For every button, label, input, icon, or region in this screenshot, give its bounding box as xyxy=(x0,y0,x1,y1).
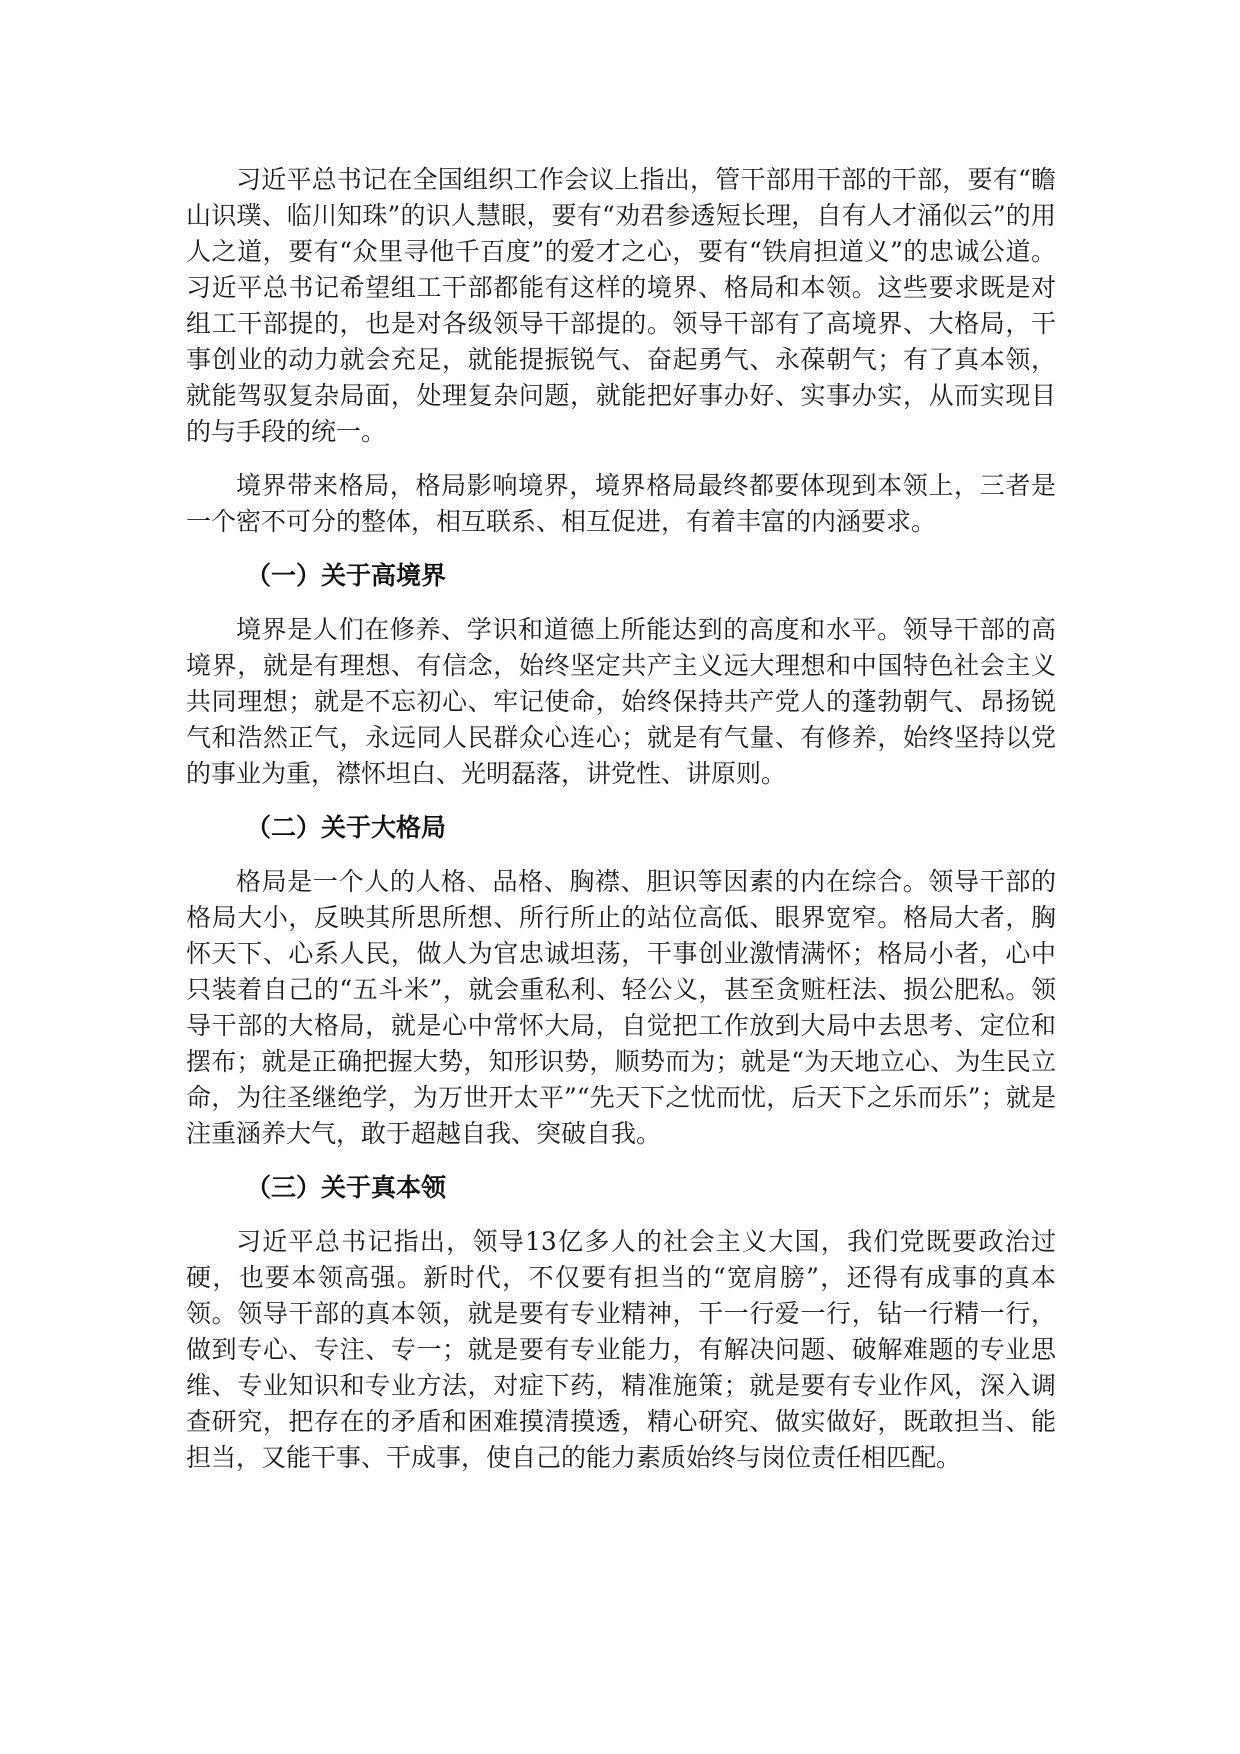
relation-paragraph: 境界带来格局，格局影响境界，境界格局最终都要体现到本领上，三者是一个密不可分的整体，相互联系、相互促进，有着丰富的内涵要求。 xyxy=(186,471,1056,536)
document-body xyxy=(186,162,1056,1494)
intro-paragraph: 习近平总书记在全国组织工作会议上指出，管干部用干部的干部，要有“瞻山识璞、临川知珠”的识人慧眼，要有“劝君参透短长理，自有人才涌似云”的用人之道，要有“众里寻他千百度”的爱才之心，要有“铁肩担道义”的忠诚公道。习近平总书记希望组工干部都能有这样的境界、格局和本领。这些要求既是对组工干部提的，也是对各级领导干部提的。领导干部有了高境界、大格局，干事创业的动力就会充足，就能提振锐气、奋起勇气、永葆朝气；有了真本领，就能驾驭复杂局面，处理复杂问题，就能把好事办好、实事办实，从而实现目的与手段的统一。 xyxy=(186,165,1056,446)
section-heading-true-ability: （三）关于真本领 xyxy=(246,1173,447,1202)
section-heading-high-realm: （一）关于高境界 xyxy=(246,561,447,590)
section-heading-big-pattern: （二）关于大格局 xyxy=(246,813,447,842)
section-paragraph-true-ability: 习近平总书记指出，领导13亿多人的社会主义大国，我们党既要政治过硬，也要本领高强。新时代，不仅要有担当的“宽肩膀”，还得有成事的真本领。领导干部的真本领，就是要有专业精神，干一行爱一行，钻一行精一行，做到专心、专注、专一；就是要有专业能力，有解决问题、破解难题的专业思维、专业知识和专业方法，对症下药，精准施策；就是要有专业作风，深入调查研究，把存在的矛盾和困难摸清摸透，精心研究、做实做好，既敢担当、能担当，又能干事、干成事，使自己的能力素质始终与岗位责任相匹配。 xyxy=(186,1227,1056,1472)
section-paragraph-high-realm: 境界是人们在修养、学识和道德上所能达到的高度和水平。领导干部的高境界，就是有理想、有信念，始终坚定共产主义远大理想和中国特色社会主义共同理想；就是不忘初心、牢记使命，始终保持共产党人的蓬勃朝气、昂扬锐气和浩然正气，永远同人民群众心连心；就是有气量、有修养，始终坚持以党的事业为重，襟怀坦白、光明磊落，讲党性、讲原则。 xyxy=(186,615,1056,788)
section-paragraph-big-pattern: 格局是一个人的人格、品格、胸襟、胆识等因素的内在综合。领导干部的格局大小，反映其所思所想、所行所止的站位高低、眼界宽窄。格局大者，胸怀天下、心系人民，做人为官忠诚坦荡，干事创业激情满怀；格局小者，心中只装着自己的“五斗米”，就会重私利、轻公义，甚至贪赃枉法、损公肥私。领导干部的大格局，就是心中常怀大局，自觉把工作放到大局中去思考、定位和摆布；就是正确把握大势，知形识势，顺势而为；就是“为天地立心、为生民立命，为往圣继绝学，为万世开太平”“先天下之忧而忧，后天下之乐而乐”；就是注重涵养大气，敢于超越自我、突破自我。 xyxy=(186,867,1056,1148)
